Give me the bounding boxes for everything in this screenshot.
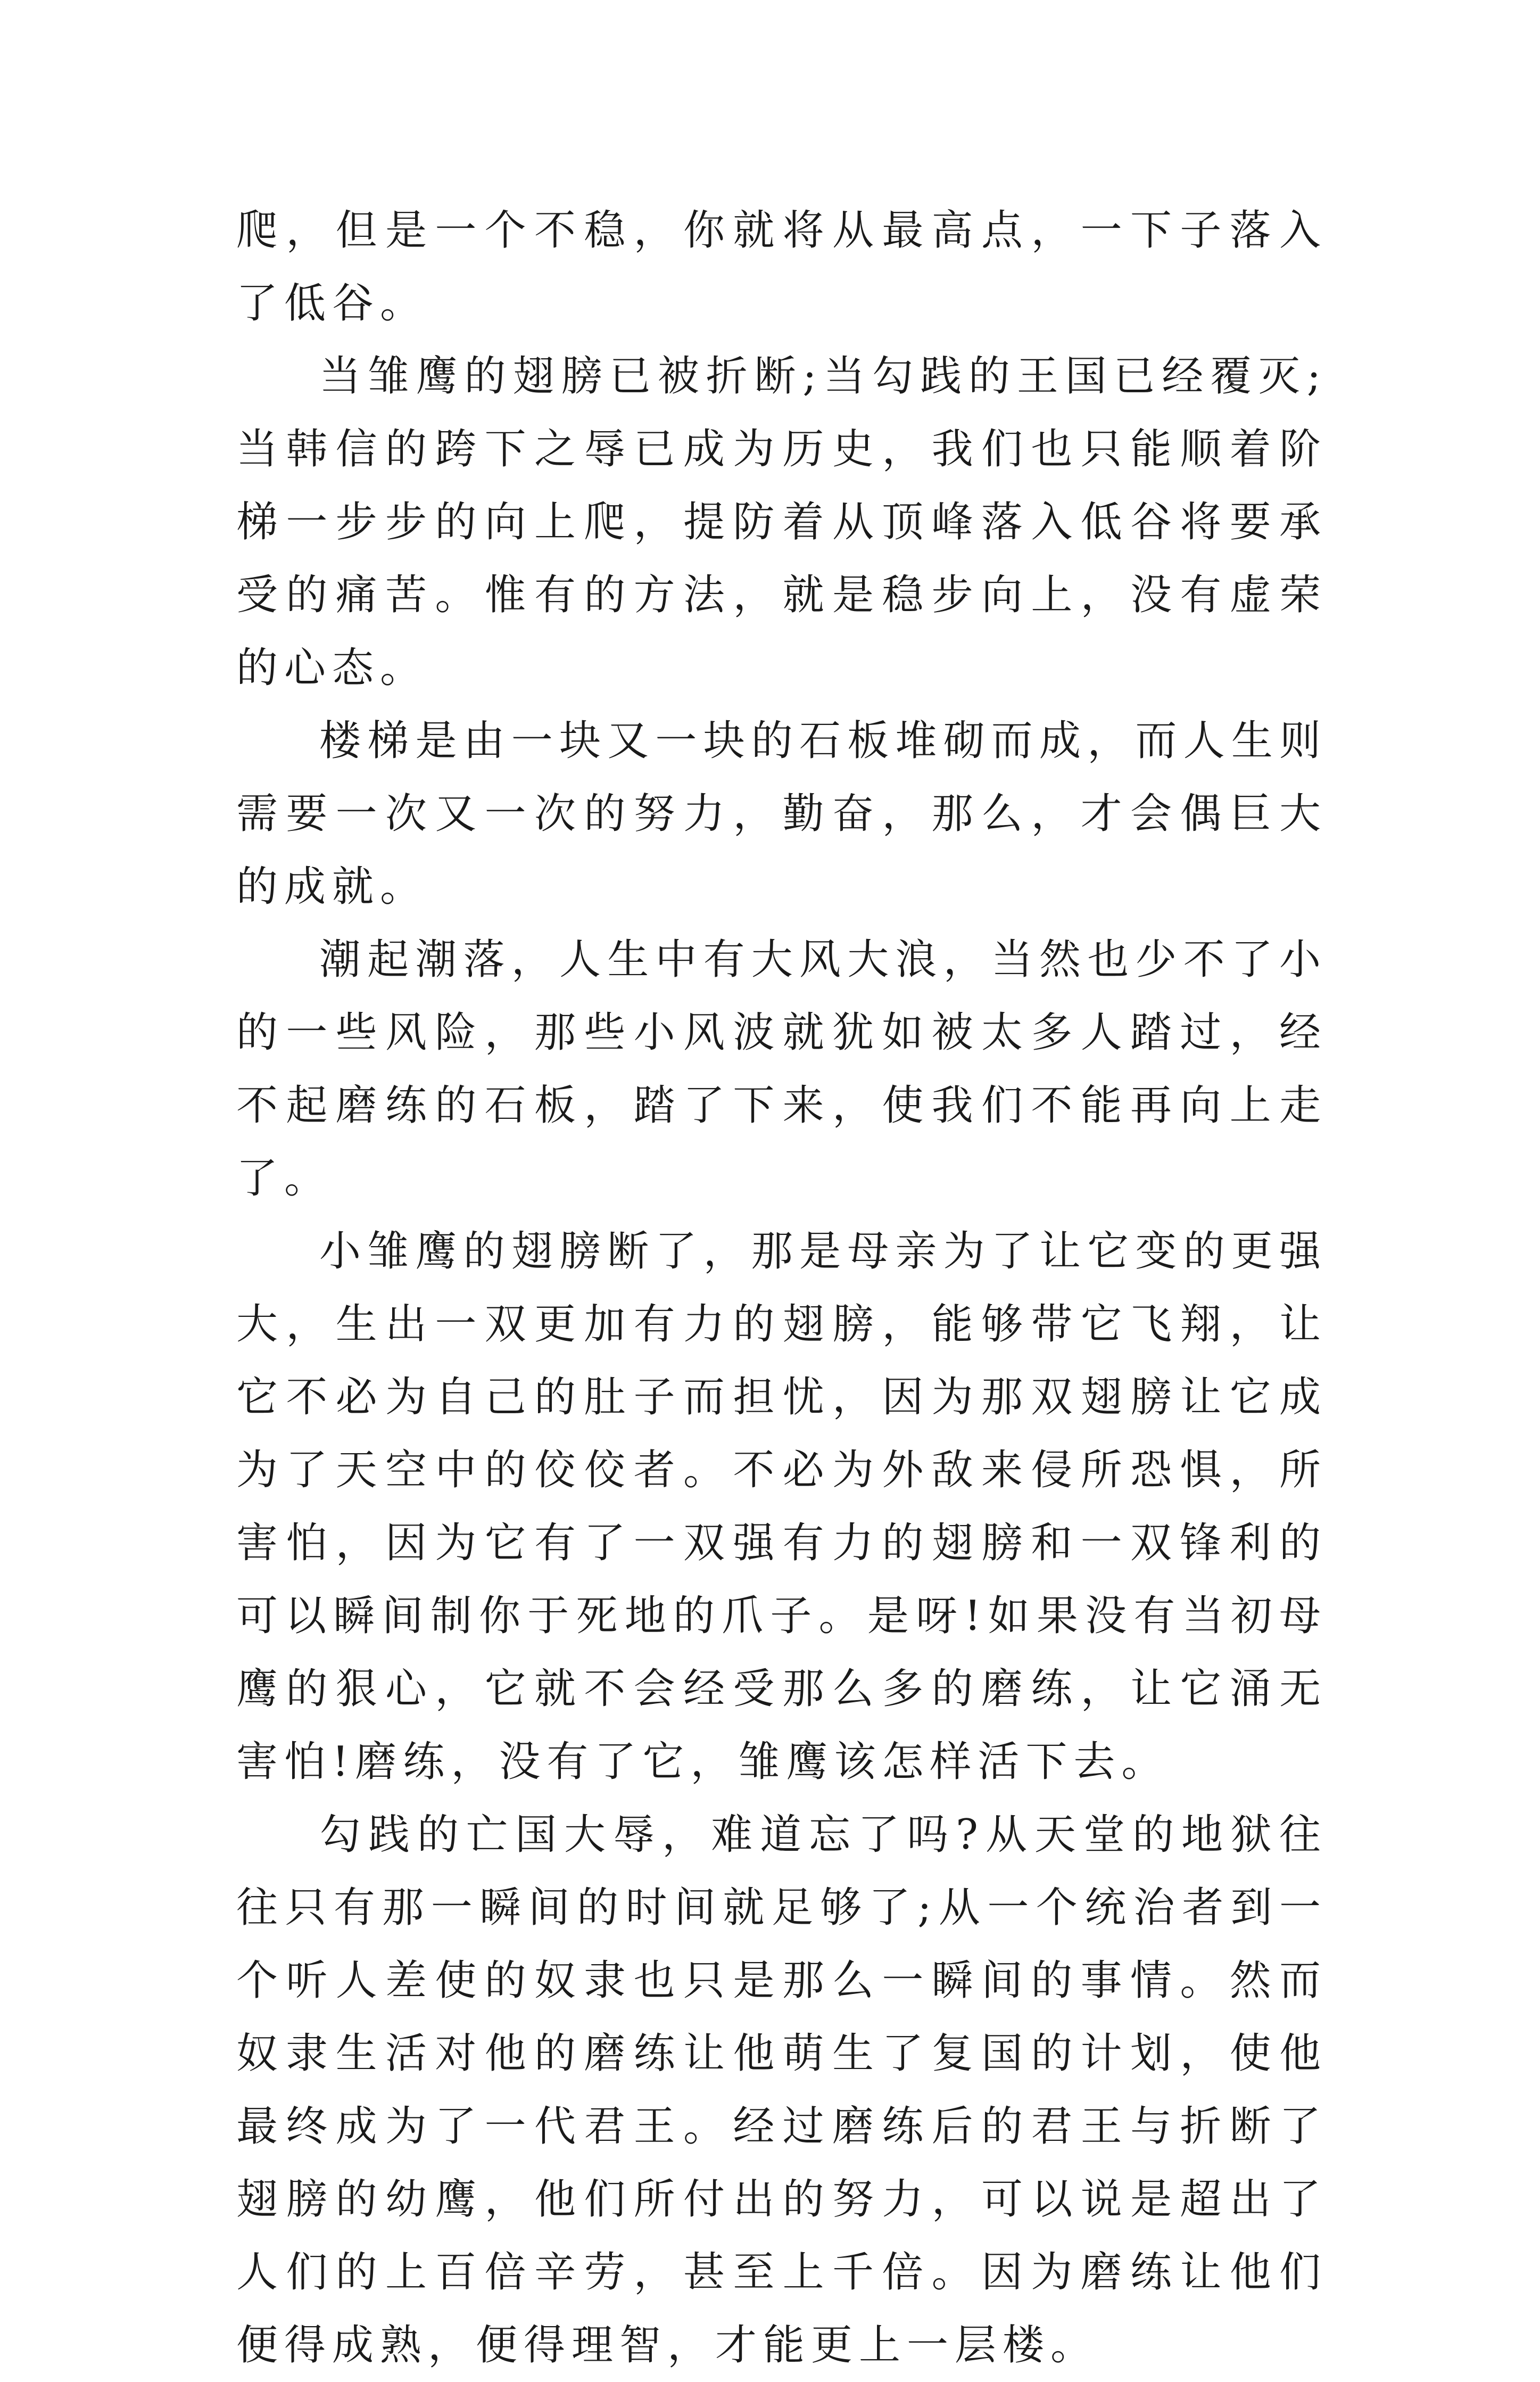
paragraph: 潮起潮落，人生中有大风大浪，当然也少不了小的一些风险，那些小风波就犹如被太多人踏过，经不起磨练的石板，踏了下来，使我们不能再向上走了。 bbox=[236, 936, 1327, 1202]
paragraph: 小雏鹰的翅膀断了，那是母亲为了让它变的更强大，生出一双更加有力的翅膀，能够带它飞翔，让它不必为自己的肚子而担忧，因为那双翅膀让它成为了天空中的佼佼者。不必为外敌来侵所恐惧，所害怕，因为它有了一双强有力的翅膀和一双锋利的可以瞬间制你于死地的爪子。是呀!如果没有当初母鹰的狠心，它就不会经受那么多的磨练，让它涌无害怕!磨练，没有了它，雏鹰该怎样活下去。 bbox=[236, 1227, 1327, 1786]
paragraph: 勾践的亡国大辱，难道忘了吗?从天堂的地狱往往只有那一瞬间的时间就足够了;从一个统治者到一个听人差使的奴隶也只是那么一瞬间的事情。然而奴隶生活对他的磨练让他萌生了复国的计划，使他最终成为了一代君王。经过磨练后的君王与折断了翅膀的幼鹰，他们所付出的努力，可以说是超出了人们的上百倍辛劳，甚至上千倍。因为磨练让他们便得成熟，便得理智，才能更上一层楼。 bbox=[236, 1811, 1327, 2369]
paragraph: 当雏鹰的翅膀已被折断;当勾践的王国已经覆灭;当韩信的跨下之辱已成为历史，我们也只能顺着阶梯一步步的向上爬，提防着从顶峰落入低谷将要承受的痛苦。惟有的方法，就是稳步向上，没有虚荣的心态。 bbox=[236, 352, 1327, 692]
document-body bbox=[236, 194, 1327, 2382]
paragraph: 楼梯是由一块又一块的石板堆砌而成，而人生则需要一次又一次的努力，勤奋，那么，才会偶巨大的成就。 bbox=[236, 717, 1327, 911]
paragraph-continuation: 爬，但是一个不稳，你就将从最高点，一下子落入了低谷。 bbox=[236, 207, 1327, 327]
